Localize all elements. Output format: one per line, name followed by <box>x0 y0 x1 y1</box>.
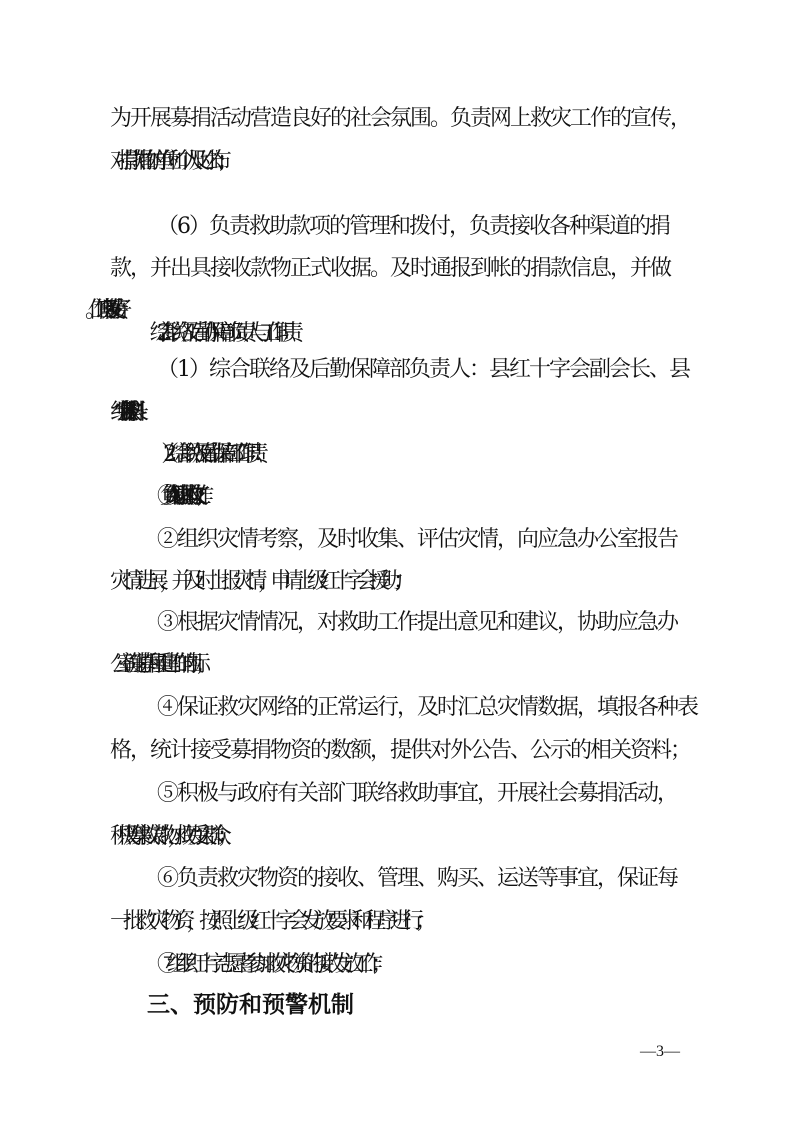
text-line: 红十字会赈济救护科科长。 <box>110 400 131 425</box>
text-line: 为开展募捐活动营造良好的社会氛围。负责网上救灾工作的宣传， <box>110 106 691 131</box>
text-line: 一批救灾物资，按照上级红十字会发放要求和程序进行； <box>110 909 428 934</box>
text-line: （2）综合联络及后勤保障部工作职责： <box>157 442 260 467</box>
section-heading: 三、预防和预警机制 <box>147 992 354 1018</box>
text-line: ②组织灾情考察，及时收集、评估灾情，向应急办公室报告 <box>157 527 678 552</box>
text-line: ④保证救灾网络的正常运行，及时汇总灾情数据，填报各种表 <box>157 695 698 720</box>
page-number: —3— <box>640 1043 680 1060</box>
text-line: 公室确定募捐和重建工作的目标； <box>110 652 202 677</box>
text-line: 对捐款捐物的单位和个人及时公布； <box>110 149 225 174</box>
text-line: ⑤积极与政府有关部门联络救助事宜，开展社会募捐活动， <box>157 781 678 806</box>
text-line: （6）负责救助款项的管理和拨付，负责接收各种渠道的捐 <box>157 214 669 239</box>
text-line: （1）综合联络及后勤保障部负责人：县红十字会副会长、县 <box>157 357 689 382</box>
text-line: ⑥负责救灾物资的接收、管理、购买、运送等事宜，保证每 <box>157 866 678 891</box>
text-line: 款，并出具接收款物正式收据。及时通报到帐的捐款信息，并做 <box>110 256 671 281</box>
text-line: 灾情进展，并及时上报灾情，申请上级红十字会援助； <box>110 569 406 594</box>
text-line: ⑦组织红十字志愿者参加救灾物资的接收发放工作； <box>157 952 381 977</box>
text-line: 积极筹集救灾款物，救助受灾群众； <box>110 824 225 849</box>
text-line: ③根据灾情情况，对救助工作提出意见和建议，协助应急办 <box>157 610 678 635</box>
text-line: 2.综合联络及后勤保障部负责人与工作职责 <box>157 321 290 346</box>
text-line: 格，统计接受募捐物资的数额，提供对外公告、公示的相关资料； <box>110 738 691 763</box>
text-line: ①负责组织协调具体的救灾工作； <box>157 484 198 509</box>
